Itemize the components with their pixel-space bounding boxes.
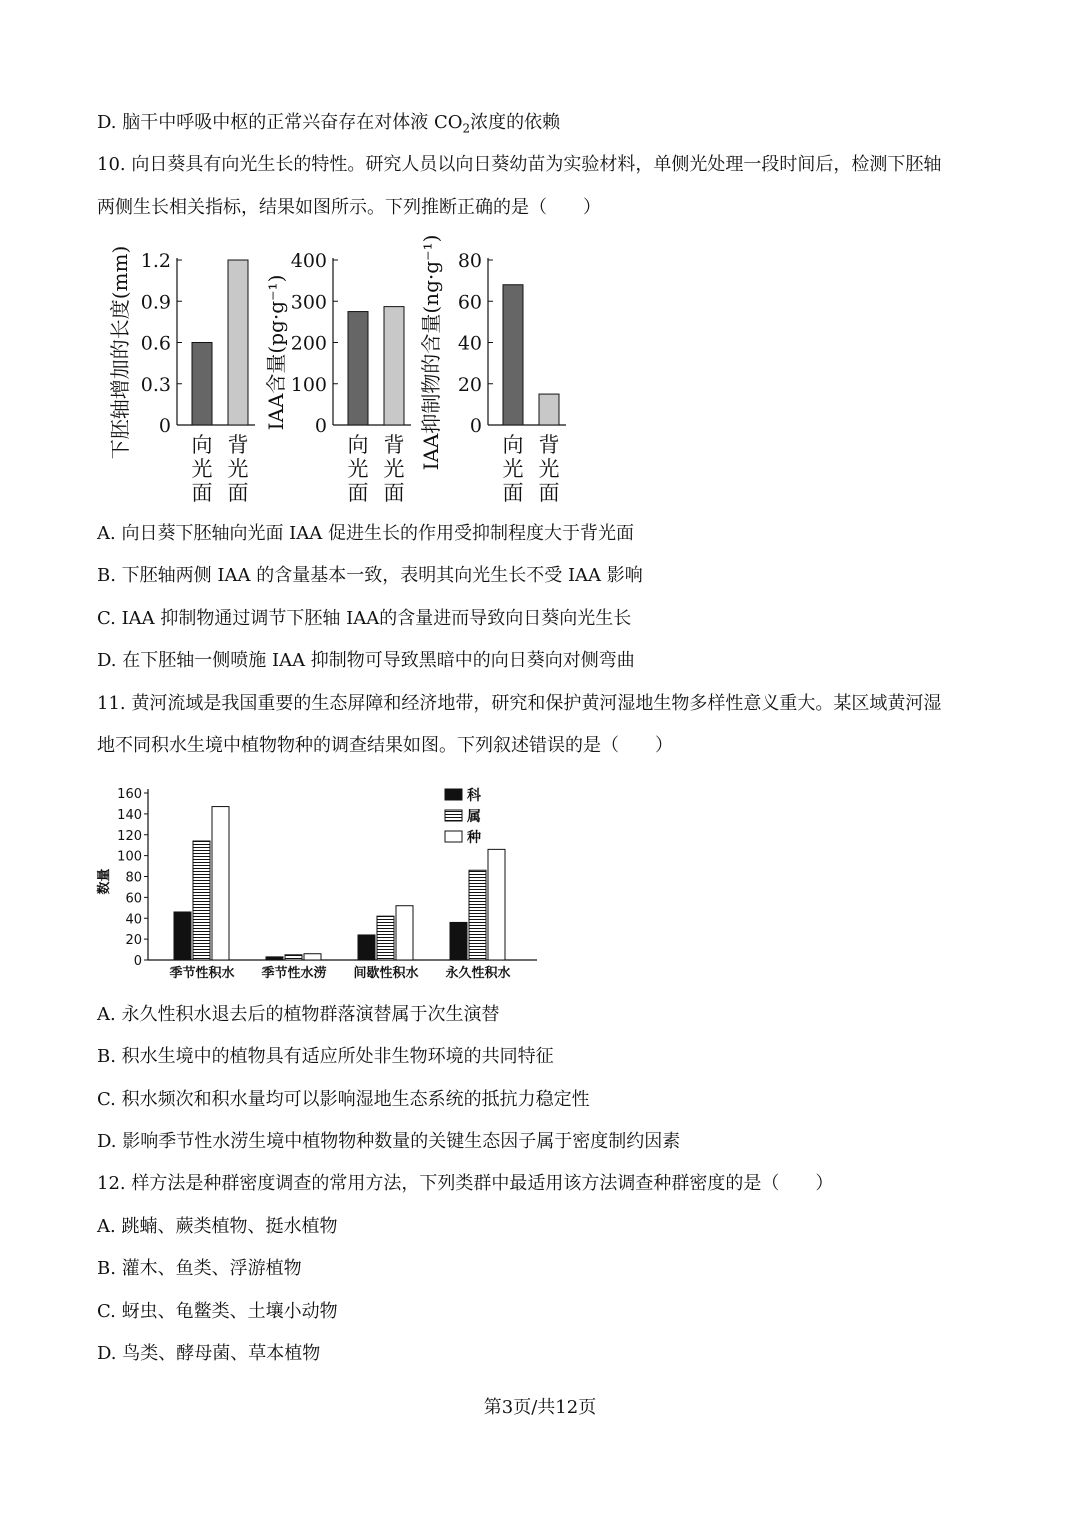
q11-stem-line2: 地不同积水生境中植物物种的调查结果如图。下列叙述错误的是（ ）: [97, 735, 673, 756]
y-tick-label: 100: [290, 373, 327, 396]
category-label-char: 光: [383, 457, 405, 481]
y-tick-label: 80: [125, 870, 142, 886]
legend-swatch: [445, 789, 462, 800]
q11-chart: [96, 787, 537, 981]
y-tick-label: 0.3: [140, 373, 171, 396]
bar-1: [192, 343, 212, 426]
category-label-char: 光: [347, 457, 369, 481]
category-label-char: 面: [502, 481, 524, 505]
q10-figure: [108, 234, 585, 505]
q12-option-c: C. 蚜虫、龟鳖类、土壤小动物: [97, 1301, 338, 1322]
q10-option-a: A. 向日葵下胚轴向光面 IAA 促进生长的作用受抑制程度大于背光面: [97, 523, 634, 544]
bar-属: [285, 955, 302, 960]
legend-label: 种: [467, 830, 481, 846]
q12-stem: 12. 样方法是种群密度调查的常用方法，下列类群中最适用该方法调查种群密度的是（ ）: [97, 1173, 834, 1194]
q10-option-c: C. IAA 抑制物通过调节下胚轴 IAA的含量进而导致向日葵向光生长: [97, 608, 632, 629]
q10-stem-line2: 两侧生长相关指标，结果如图所示。下列推断正确的是（ ）: [97, 197, 601, 218]
category-label-char: 背: [227, 433, 249, 457]
y-tick-label: 140: [117, 807, 142, 823]
category-label-char: 光: [538, 457, 560, 481]
legend-swatch: [445, 810, 462, 821]
bar-1: [503, 285, 523, 425]
category-label: 季节性水涝: [261, 966, 327, 981]
q10-stem-line1: 10. 向日葵具有向光生长的特性。研究人员以向日葵幼苗为实验材料，单侧光处理一段时间后，检测下胚轴: [97, 154, 942, 175]
bar-科: [358, 935, 375, 960]
y-tick-label: 0: [314, 415, 327, 437]
category-label-char: 背: [538, 433, 560, 457]
q11-stem-line1: 11. 黄河流域是我国重要的生态屏障和经济地带，研究和保护黄河湿地生物多样性意义重大。某区域黄河湿: [97, 693, 942, 714]
bar-科: [266, 957, 283, 960]
y-tick-label: 160: [117, 787, 142, 802]
y-tick-label: 200: [290, 332, 327, 355]
category-label-char: 面: [383, 481, 405, 505]
bar-种: [212, 807, 229, 960]
y-tick-label: 0.9: [140, 291, 171, 314]
bar-科: [450, 922, 467, 960]
q10-option-b: B. 下胚轴两侧 IAA 的含量基本一致，表明其向光生长不受 IAA 影响: [97, 565, 643, 586]
y-tick-label: 0.6: [140, 332, 171, 355]
bar-种: [488, 849, 505, 960]
bar-2: [228, 260, 248, 425]
y-tick-label: 300: [290, 291, 327, 314]
bar-1: [348, 312, 368, 425]
y-tick-label: 120: [117, 828, 142, 844]
q9-option-d: D. 脑干中呼吸中枢的正常兴奋存在对体液 $CO_2$浓度的依赖: [97, 112, 561, 136]
q11-option-b: B. 积水生境中的植物具有适应所处非生物环境的共同特征: [97, 1046, 554, 1067]
y-tick-label: 400: [290, 250, 327, 272]
category-label: 永久性积水: [445, 966, 511, 981]
bar-科: [174, 912, 191, 960]
category-label-char: 背: [383, 433, 405, 457]
bar-属: [377, 916, 394, 960]
q10-chart-1: [108, 246, 255, 505]
q10-chart-1-ylabel: 下胚轴增加的长度(mm): [108, 245, 132, 460]
legend-label: 属: [467, 809, 481, 825]
category-label-char: 向: [191, 433, 213, 457]
y-tick-label: 1.2: [140, 250, 171, 272]
legend-swatch: [445, 831, 462, 842]
bar-属: [193, 841, 210, 960]
y-tick-label: 100: [117, 849, 142, 865]
category-label-char: 面: [191, 481, 213, 505]
page-footer: 第3页/共12页: [483, 1397, 597, 1418]
category-label-char: 面: [538, 481, 560, 505]
q11-ylabel: 数量: [97, 868, 112, 895]
y-tick-label: 20: [457, 373, 482, 396]
y-tick-label: 80: [457, 250, 482, 272]
q11-option-a: A. 永久性积水退去后的植物群落演替属于次生演替: [97, 1004, 500, 1025]
bar-种: [396, 906, 413, 960]
category-label-char: 光: [227, 457, 249, 481]
y-tick-label: 40: [457, 332, 482, 355]
category-label-char: 面: [347, 481, 369, 505]
q11-figure: [90, 780, 540, 980]
y-tick-label: 0: [133, 954, 142, 969]
q12-option-a: A. 跳蝻、蕨类植物、挺水植物: [97, 1216, 338, 1237]
y-tick-label: 0: [158, 415, 171, 437]
y-tick-label: 60: [125, 891, 142, 907]
q10-option-d: D. 在下胚轴一侧喷施 IAA 抑制物可导致黑暗中的向日葵向对侧弯曲: [97, 650, 635, 671]
bar-属: [469, 870, 486, 960]
legend-label: 科: [467, 788, 481, 804]
q10-chart-2: [264, 250, 411, 505]
category-label-char: 向: [347, 433, 369, 457]
bar-2: [539, 394, 559, 425]
q12-option-d: D. 鸟类、酵母菌、草本植物: [97, 1343, 321, 1364]
y-tick-label: 20: [125, 933, 142, 949]
category-label: 季节性积水: [169, 966, 235, 981]
q12-option-b: B. 灌木、鱼类、浮游植物: [97, 1258, 302, 1279]
bar-2: [384, 307, 404, 425]
category-label-char: 向: [502, 433, 524, 457]
y-tick-label: 60: [457, 291, 482, 314]
y-tick-label: 0: [469, 415, 482, 437]
bar-种: [304, 954, 321, 960]
q11-option-d: D. 影响季节性水涝生境中植物物种数量的关键生态因子属于密度制约因素: [97, 1131, 681, 1152]
q10-chart-2-ylabel: IAA含量(pg·g⁻¹): [264, 274, 288, 431]
q11-option-c: C. 积水频次和积水量均可以影响湿地生态系统的抵抗力稳定性: [97, 1089, 590, 1110]
category-label: 间歇性积水: [353, 966, 419, 981]
q10-chart-3: [419, 235, 566, 505]
category-label-char: 光: [502, 457, 524, 481]
y-tick-label: 40: [125, 912, 142, 928]
category-label-char: 面: [227, 481, 249, 505]
q10-chart-3-ylabel: IAA抑制物的含量(ng·g⁻¹): [419, 234, 443, 471]
category-label-char: 光: [191, 457, 213, 481]
